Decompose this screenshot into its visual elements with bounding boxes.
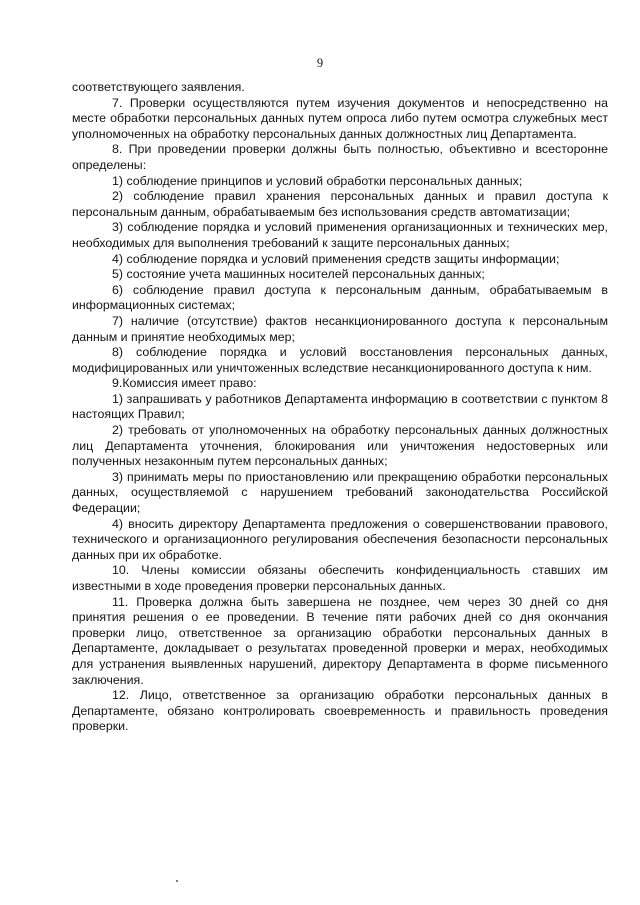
list-item-9-1: 1) запрашивать у работников Департамента информацию в соответствии с пунктом 8 настоящих Правил; <box>72 391 608 422</box>
list-item-8-5: 5) состояние учета машинных носителей персональных данных; <box>112 267 485 282</box>
page-number: 9 <box>316 56 324 70</box>
list-item-8-4: 4) соблюдение порядка и условий применения средств защиты информации; <box>112 251 560 266</box>
paragraph-7: 7. Проверки осуществляются путем изучения документов и непосредственно на месте обработки персональных данных путем опроса либо путем осмотра служебных мест уполномоченных на обработку персональных данных должностных лиц Департамента. <box>72 95 608 141</box>
paragraph-9: 9.Комиссия имеет право: <box>112 376 257 391</box>
paragraph-12: 12. Лицо, ответственное за организацию обработки персональных данных в Департаменте, обязано контролировать своевременность и правильность проведения проверки. <box>72 688 608 734</box>
list-item-8-6: 6) соблюдение правил доступа к персональным данным, обрабатываемым в информационных системах; <box>72 282 608 313</box>
scan-speck <box>176 880 178 882</box>
list-item-8-3: 3) соблюдение порядка и условий применения организационных и технических мер, необходимых для выполнения требований к защите персональных данных; <box>72 220 608 250</box>
paragraph-continuation: соответствующего заявления. <box>72 80 245 94</box>
list-item-8-2: 2) соблюдение правил хранения персональных данных и правил доступа к персональным данным, обрабатываемым без использования средств автоматизации; <box>72 189 608 219</box>
list-item-8-8: 8) соблюдение порядка и условий восстановления персональных данных, модифицированных или уничтоженных вследствие несанкционированного доступа к ним. <box>72 345 608 375</box>
list-item-9-4: 4) вносить директору Департамента предложения о совершенствовании правового, технического и организационного регулирования обеспечения безопасности персональных данных при их обработке. <box>72 516 608 562</box>
list-item-9-3: 3) принимать меры по приостановлению или прекращению обработки персональных данных, осуществляемой с нарушением требований законодательства Российской Федерации; <box>72 469 608 516</box>
document-body <box>72 80 608 735</box>
paragraph-10: 10. Члены комиссии обязаны обеспечить конфиденциальность ставших им известными в ходе проведения проверки персональных данных. <box>72 563 608 593</box>
paragraph-11: 11. Проверка должна быть завершена не позднее, чем через 30 дней со дня принятия решения о ее проведении. В течение пяти рабочих дней со дня окончания проверки лицо, ответственное за организацию обработки персональных данных в Департаменте, докладывает о результатах проведенной проверки и мерах, необходимых для устранения выявленных нарушений, директору Департамента в форме письменного заключения. <box>72 594 608 687</box>
list-item-9-2: 2) требовать от уполномоченных на обработку персональных данных должностных лиц Департамента уточнения, блокирования или уничтожения недостоверных или полученных незаконным путем персональных данных; <box>72 423 608 469</box>
paragraph-8: 8. При проведении проверки должны быть полностью, объективно и всесторонне определены: <box>72 142 608 172</box>
list-item-8-1: 1) соблюдение принципов и условий обработки персональных данных; <box>112 173 523 188</box>
list-item-8-7: 7) наличие (отсутствие) фактов несанкционированного доступа к персональным данным и принятие необходимых мер; <box>72 313 608 344</box>
